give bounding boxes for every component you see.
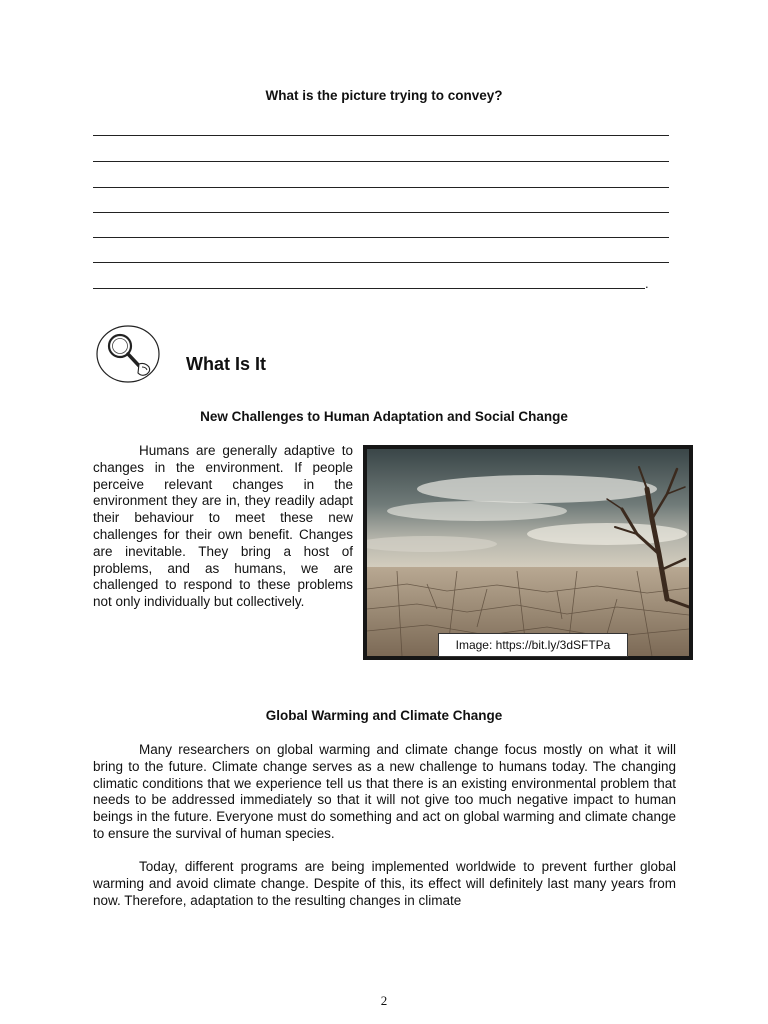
answer-line xyxy=(93,237,669,238)
section-heading: What Is It xyxy=(186,354,266,374)
answer-line xyxy=(93,161,669,162)
answer-end-mark: . xyxy=(645,276,649,291)
image-caption: Image: https://bit.ly/3dSFTPa xyxy=(438,633,628,657)
adaptation-title: New Challenges to Human Adaptation and Social Change xyxy=(200,409,568,424)
answer-line xyxy=(93,262,669,263)
adaptation-paragraph: Humans are generally adaptive to changes in the environment. If people perceive relevant changes in the environment they are in, they readily adapt their behaviour to meet these new challenges for their own benefit. Changes are inevitable. They bring a host of problems, and as humans, we are challenged to respond to these problems not only individually but collectively. xyxy=(93,443,353,610)
page-number: 2 xyxy=(380,993,388,1008)
answer-line xyxy=(93,288,645,289)
climate-paragraph-2 xyxy=(93,859,676,909)
climate-paragraph-1: Many researchers on global warming and climate change focus mostly on what it will bring to the future. Climate change serves as a new challenge to humans today. The changing climatic conditions that we experience tell us that there is an existing environmental problem that needs to be addressed immediately so that it will not give too much negative impact to human beings in the future. Everyone must do something and act on global warming and climate change to ensure the survival of human species. xyxy=(93,742,676,841)
paragraph-lead: Today xyxy=(139,859,175,874)
reflection-question: What is the picture trying to convey? xyxy=(265,88,503,103)
climate-title: Global Warming and Climate Change xyxy=(265,708,503,723)
answer-line xyxy=(93,187,669,188)
cracked-desert-photo xyxy=(363,445,693,660)
magnifying-glass-icon xyxy=(95,324,161,384)
answer-line xyxy=(93,135,669,136)
paragraph-body: , different programs are being implemented worldwide to prevent further global warming and avoid climate change. Despite of this, its effect will definitely last many years from now. Therefore, adaptation to the resulting changes in climate xyxy=(93,859,676,908)
answer-line xyxy=(93,212,669,213)
